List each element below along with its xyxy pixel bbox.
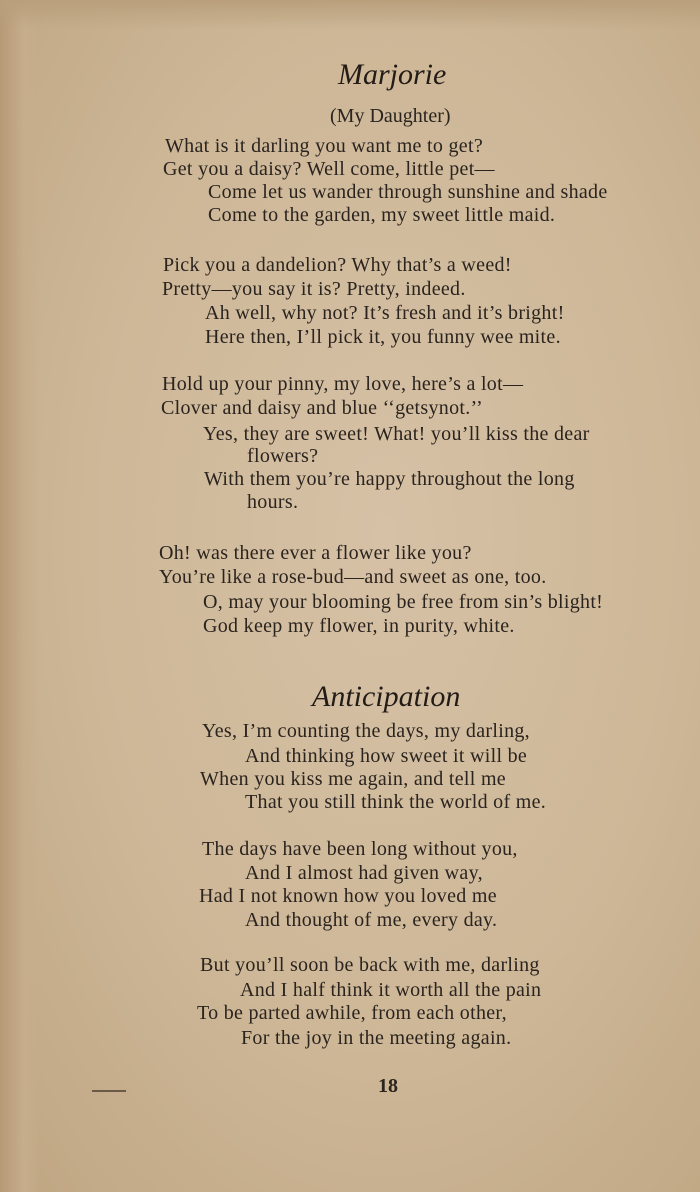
- poem-line: Here then, I’ll pick it, you funny wee mite.: [205, 326, 561, 348]
- poem-line: God keep my flower, in purity, white.: [203, 615, 515, 637]
- poem-line: What is it darling you want me to get?: [165, 135, 483, 157]
- poem-line: And thought of me, every day.: [245, 909, 498, 931]
- poem-subtitle: (My Daughter): [330, 105, 451, 127]
- poem-line: And I almost had given way,: [245, 862, 483, 884]
- poem-title-anticipation: Anticipation: [312, 680, 461, 713]
- poem-line: For the joy in the meeting again.: [241, 1027, 512, 1049]
- poem-line: hours.: [247, 491, 299, 513]
- poem-line: Come let us wander through sunshine and shade: [208, 181, 608, 203]
- poem-line: And I half think it worth all the pain: [240, 979, 542, 1001]
- poem-line: Clover and daisy and blue ‘‘getsynot.’’: [161, 397, 483, 419]
- poem-line: And thinking how sweet it will be: [245, 745, 528, 767]
- poem-line: Oh! was there ever a flower like you?: [159, 542, 472, 564]
- poem-line: flowers?: [247, 445, 319, 467]
- poem-line: Hold up your pinny, my love, here’s a lot—: [162, 373, 524, 395]
- poem-line: When you kiss me again, and tell me: [200, 768, 506, 790]
- poem-line: O, may your blooming be free from sin’s blight!: [203, 591, 604, 613]
- poem-line: That you still think the world of me.: [245, 791, 547, 813]
- poem-line: You’re like a rose-bud—and sweet as one, too.: [159, 566, 547, 588]
- poem-line: Pick you a dandelion? Why that’s a weed!: [163, 254, 512, 276]
- poem-line: Yes, they are sweet! What! you’ll kiss the dear: [203, 423, 590, 445]
- poem-line: Get you a daisy? Well come, little pet—: [163, 158, 495, 180]
- poem-line: To be parted awhile, from each other,: [197, 1002, 507, 1024]
- poem-line: Come to the garden, my sweet little maid.: [208, 204, 556, 226]
- margin-dash: [92, 1090, 126, 1092]
- poem-line: But you’ll soon be back with me, darling: [200, 954, 540, 976]
- poem-title-marjorie: Marjorie: [338, 58, 447, 91]
- poem-line: Pretty—you say it is? Pretty, indeed.: [162, 278, 466, 300]
- poem-line: The days have been long without you,: [202, 838, 518, 860]
- poem-line: Yes, I’m counting the days, my darling,: [202, 720, 530, 742]
- poem-line: Had I not known how you loved me: [199, 885, 497, 907]
- page-number: 18: [378, 1075, 398, 1097]
- poem-line: Ah well, why not? It’s fresh and it’s bright!: [205, 302, 565, 324]
- poem-line: With them you’re happy throughout the long: [204, 468, 575, 490]
